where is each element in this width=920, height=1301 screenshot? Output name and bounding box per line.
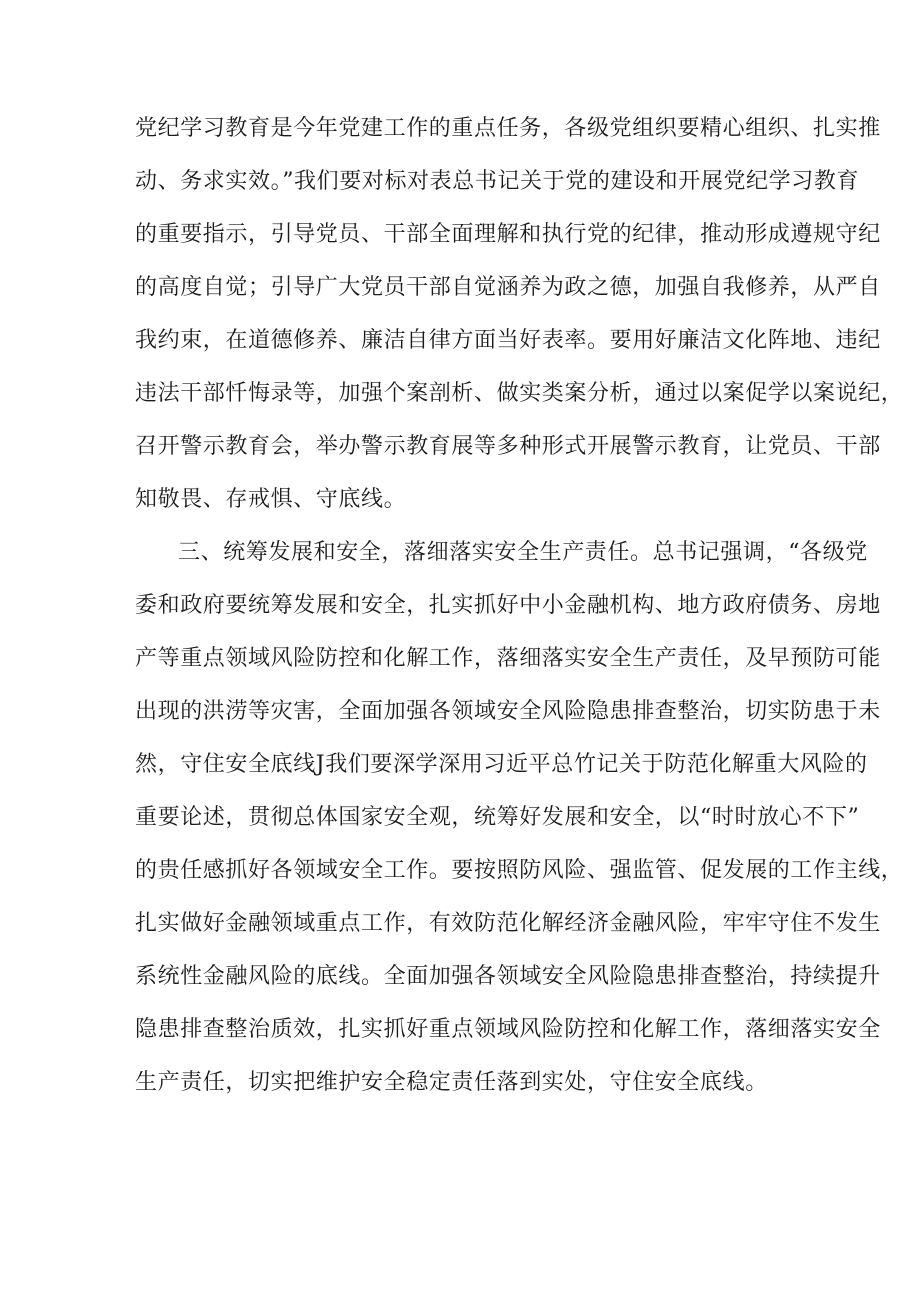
paragraph-line: 我约束，在道德修养、廉洁自律方面当好表率。要用好廉洁文化阵地、违纪 xyxy=(135,328,881,353)
paragraph-line: 召开警示教育会，举办警示教育展等多种形式开展警示教育，让党员、干部 xyxy=(135,434,881,459)
paragraph-line: 然，守住安全底线J我们要深学深用习近平总竹记关于防范化解重大风险的 xyxy=(135,752,868,777)
paragraph-line: 生产责任，切实把维护安全稳定责任落到实处，守住安全底线。 xyxy=(135,1070,768,1095)
paragraph-line: 委和政府要统筹发展和安全，扎实抓好中小金融机构、地方政府债务、房地 xyxy=(135,593,881,618)
paragraph-line: 隐患排查整治质效，扎实抓好重点领域风险防控和化解工作，落细落实安全 xyxy=(135,1017,881,1042)
paragraph-line: 动、务求实效。”我们要对标对表总书记关于党的建设和开展党纪学习教育 xyxy=(135,169,860,194)
paragraph-line: 的高度自觉；引导广大党员干部自觉涵养为政之德，加强自我修养，从严自 xyxy=(135,275,881,300)
paragraph-line: 系统性金融风险的底线。全面加强各领域安全风险隐患排查整治，持续提升 xyxy=(135,964,881,989)
paragraph-line: 知敬畏、存戒惧、守底线。 xyxy=(135,487,407,512)
paragraph-line: 产等重点领域风险防控和化解工作，落细落实安全生产责任，及早预防可能 xyxy=(135,646,881,671)
paragraph-line: 党纪学习教育是今年党建工作的重点任务，各级党组织要精心组织、扎实推 xyxy=(135,116,881,141)
paragraph-line: 违法干部忏悔录等，加强个案剖析、做实类案分析，通过以案促学以案说纪， xyxy=(135,381,904,406)
paragraph-line: 的重要指示，引导党员、干部全面理解和执行党的纪律，推动形成遵规守纪 xyxy=(135,222,881,247)
paragraph-line: 重要论述，贯彻总体国家安全观，统筹好发展和安全，以“时时放心不下” xyxy=(135,805,860,830)
paragraph-line: 出现的洪涝等灾害，全面加强各领域安全风险隐患排查整治，切实防患于未 xyxy=(135,699,881,724)
section-heading-line: 三、统筹发展和安全，落细落实安全生产责任。总书记强调，“各级党 xyxy=(178,540,868,565)
paragraph-line: 扎实做好金融领域重点工作，有效防范化解经济金融风险，牢牢守住不发生 xyxy=(135,911,881,936)
paragraph-line: 的贵任感抓好各领域安全工作。要按照防风险、强监管、促发展的工作主线， xyxy=(135,858,904,883)
